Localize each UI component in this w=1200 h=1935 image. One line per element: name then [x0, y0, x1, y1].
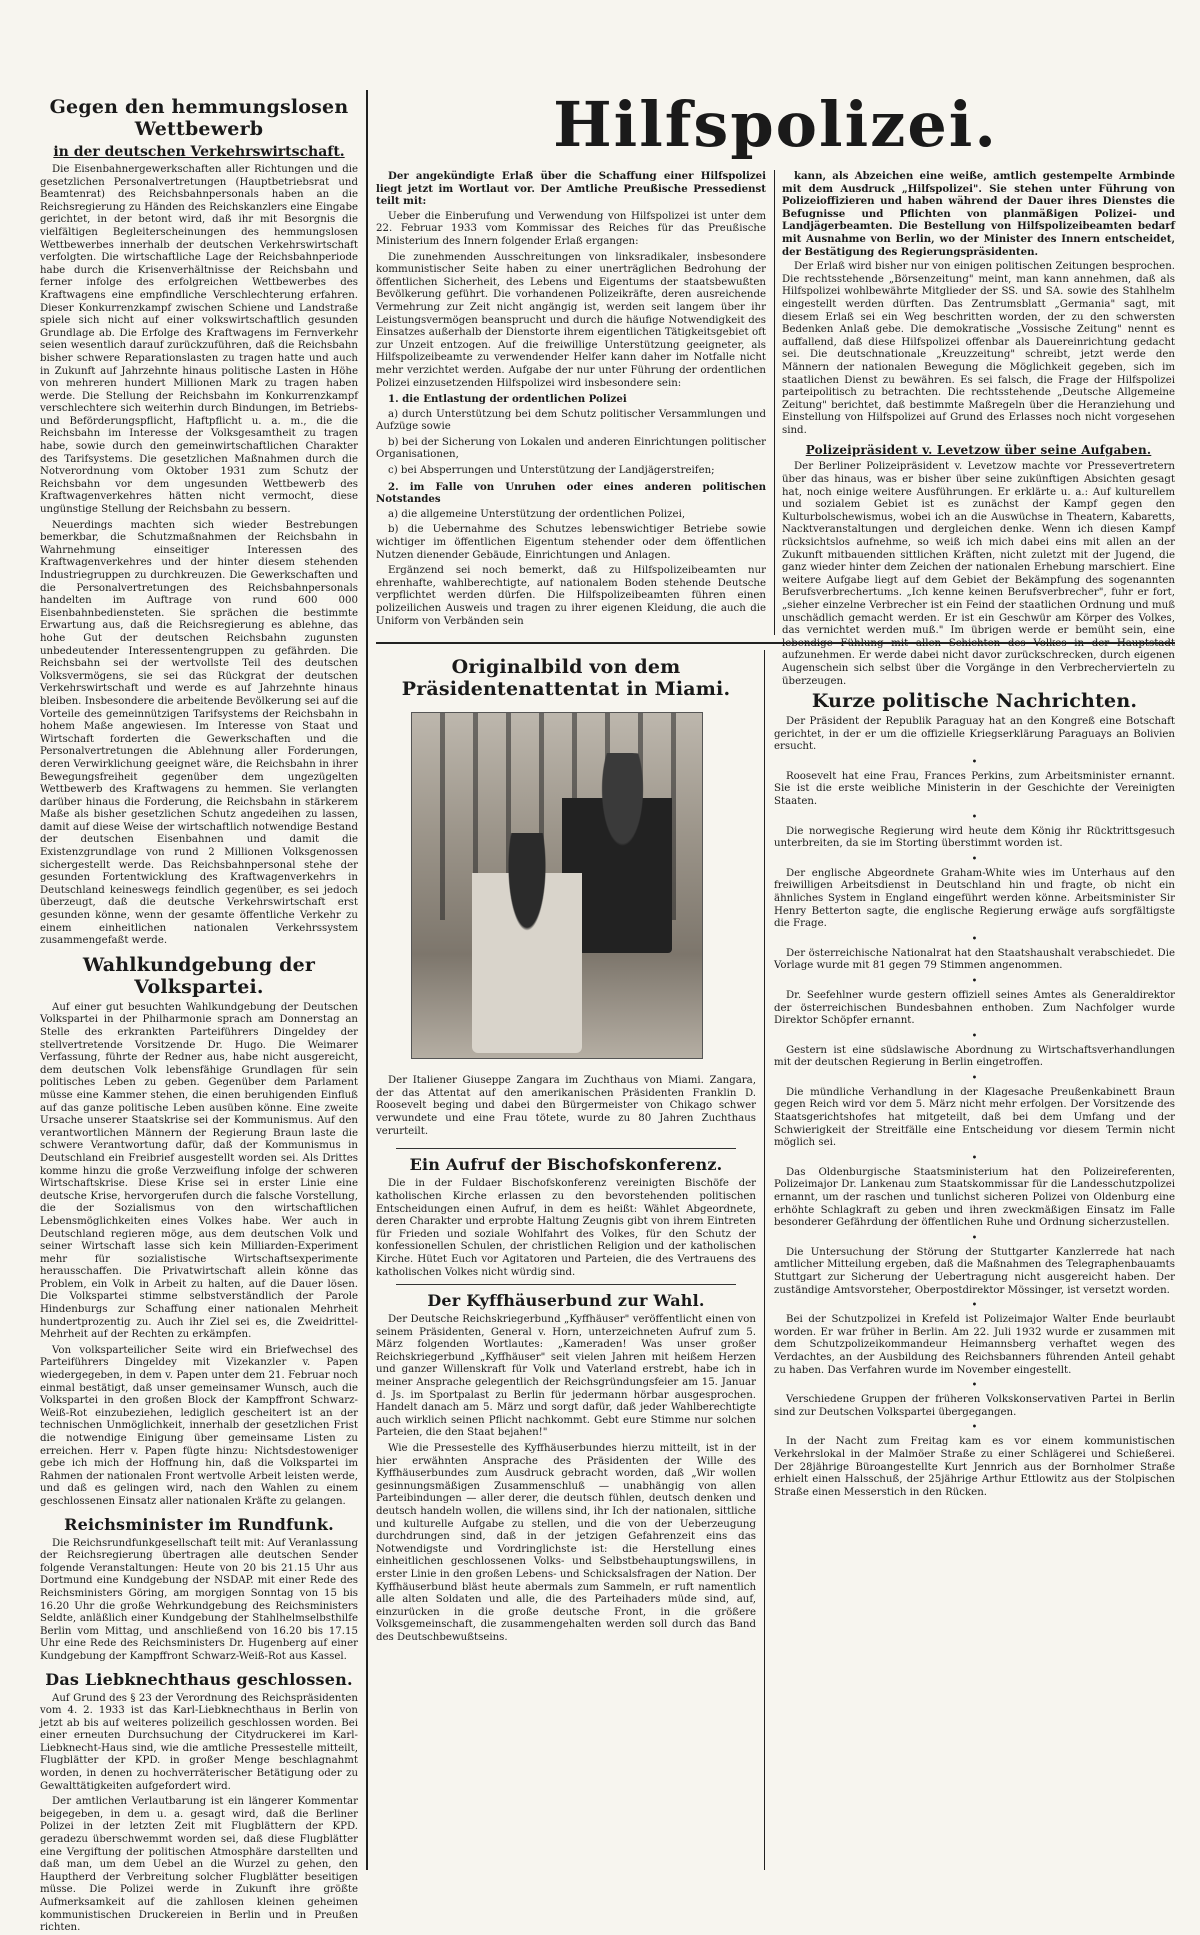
horizontal-rule [376, 642, 1175, 644]
article-paragraph: Der Erlaß wird bisher nur von einigen politischen Zeitungen besprochen. Die rechtsstehende „Börsenzeitung" meint, man kann annehmen, daß als Hilfspolizei wohlbewährte Mitglieder der SS. und SA. sowie des Stahlhelm eingestellt werden dürften. Das Zentrumsblatt „Germania" sagt, mit diesem Erlaß sei ein Weg beschritten worden, der zu den schwersten Bedenken Anlaß gebe. Die demokratische „Vossische Zeitung" nennt es auffallend, daß diese Hilfspolizei offenbar als Dauereinrichtung gedacht sei. Die deutschnationale „Kreuzzeitung" schreibt, jetzt werde den Männern der nationalen Bewegung die Möglichkeit gegeben, sich im staatlichen Dienst zu bewähren. Es sei falsch, die Frage der Hilfspolizei parteipolitisch zu betrachten. Die rechtsstehende „Deutsche Allgemeine Zeitung" berichtet, daß bestimmte Maßregeln über die Heranziehung und Einstellung von Hilfspolizei auf Grund des Erlasses noch nicht vorgesehen sind. [782, 261, 1175, 436]
newspaper-page [40, 88, 1175, 1934]
article-paragraph: Die zunehmenden Ausschreitungen von linksradikaler, insbesondere kommunistischer Seite haben zu einer unerträglichen Bedrohung der öffentlichen Sicherheit, des Lebens und Eigentums der staatsbewußten Bevölkerung geführt. Die vorhandenen Polizeikräfte, deren ausreichende Vermehrung zur Zeit nicht angängig ist, werden seit langem über ihr Leistungsvermögen beansprucht und durch die häufige Notwendigkeit des Einsatzes außerhalb der Dienstorte ihrem eigentlichen Tätigkeitsgebiet oft zur Unzeit entzogen. Auf die freiwillige Unterstützung geeigneter, als Hilfspolizeibeamte zu verwendender Helfer kann daher im Notfalle nicht mehr verzichtet werden. Aufgabe der nur unter Führung der ordentlichen Polizei einzusetzenden Hilfspolizei wird insbesondere sein: [376, 251, 766, 389]
article-paragraph: Der Deutsche Reichskriegerbund „Kyffhäuser" veröffentlicht einen von seinem Präsidenten, General v. Horn, unterzeichneten Aufruf zum 5. März folgenden Wortlautes: „Kameraden! Was unser großer Reichskriegerbund „Kyffhäuser" seit vielen Jahren mit heißem Herzen und ganzer Willenskraft für Volk und Vaterland erstrebt, habe ich in meiner Ansprache gelegentlich der Reichsgründungsfeier am 15. Januar d. Js. im Sportpalast zu Berlin für jedermann hörbar ausgesprochen. Handelt danach am 5. März und sorgt dafür, daß jeder Wahlberechtigte auch wirklich seinen Pflicht nachkommt. Gebt eure Stimme nur solchen Parteien, die den Staat bejahen!" [376, 1314, 756, 1439]
column-rule [764, 650, 765, 1870]
headline-kurze-nachrichten: Kurze politische Nachrichten. [811, 690, 1138, 712]
news-item: Der englische Abgeordnete Graham-White wies im Unterhaus auf den freiwilligen Arbeitsdienst in Deutschland hin und fragte, ob nicht ein ähnliches System in England eingeführt werden könne. Arbeitsminister Sir Henry Betterton sagte, die englische Regierung erwäge aufs sorgfältigste die Frage. [774, 867, 1175, 930]
list-item: c) bei Absperrungen und Unterstützung der Landjägerstreifen; [388, 465, 715, 477]
article-paragraph: Auf Grund des § 23 der Verordnung des Reichspräsidenten vom 4. 2. 1933 ist das Karl-Liebknechthaus in Berlin von jetzt ab bis auf weiteres polizeilich geschlossen worden. Bei einer erneuten Durchsuchung der Citydruckerei im Karl-Liebknecht-Haus sind, wie die amtliche Pressestelle mitteilt, Flugblätter der KPD. in großer Menge beschlagnahmt worden, in denen zu hochverräterischer Betätigung oder zu Gewalttätigkeiten aufgefordert wird. [40, 1692, 358, 1792]
news-list [774, 716, 1175, 1499]
news-item: Roosevelt hat eine Frau, Frances Perkins, zum Arbeitsminister ernannt. Sie ist die erste weibliche Ministerin in der Geschichte der Vereinigten Staaten. [774, 770, 1175, 807]
article-paragraph: Ergänzend sei noch bemerkt, daß zu Hilfspolizeibeamten nur ehrenhafte, wahlberechtigte, auf nationalem Boden stehende Deutsche verpflichtet werden dürfen. Die Hilfspolizeibeamten führen einen polizeilichen Ausweis und tragen zu ihrer eigenen Kleidung, die auch die Uniform von Verbänden sein [376, 565, 766, 627]
article-paragraph: Der angekündigte Erlaß über die Schaffung einer Hilfspolizei liegt jetzt im Wortlaut vor. Der Amtliche Preußische Pressedienst teilt mit: [376, 170, 766, 208]
attentat-caption-wrap [376, 1065, 756, 1648]
separator-dot: • [971, 756, 978, 768]
photo-caption: Der Italiener Giuseppe Zangara im Zuchthaus von Miami. Zangara, der das Attentat auf den amerikanischen Präsidenten Franklin D. Roosevelt beging und dabei den Bürgermeister von Chikago schwer verwundete und eine Frau tötete, wurde zu 80 Jahren Zuchthaus verurteilt. [376, 1075, 756, 1137]
list-item: 1. die Entlastung der ordentlichen Polizei [388, 393, 627, 406]
headline-liebknechthaus: Das Liebknechthaus geschlossen. [45, 1669, 353, 1689]
left-column [40, 90, 358, 1934]
subheadline-levetzow: Polizeipräsident v. Levetzow über seine Aufgaben. [805, 443, 1152, 458]
headline-bischofskonferenz: Ein Aufruf der Bischofskonferenz. [409, 1155, 723, 1175]
separator-dot: • [971, 853, 978, 865]
column-rule [774, 170, 775, 635]
headline-kyffhaeuserbund: Der Kyffhäuserbund zur Wahl. [427, 1291, 705, 1311]
list-item: a) durch Unterstützung bei dem Schutz politischer Versammlungen und Aufzüge sowie [376, 408, 766, 433]
photo-zangara [411, 712, 703, 1059]
list-item: b) bei der Sicherung von Lokalen und anderen Einrichtungen politischer Organisationen, [376, 436, 766, 461]
article-paragraph: Die in der Fuldaer Bischofskonferenz vereinigten Bischöfe der katholischen Kirche erlassen zu den bevorstehenden politischen Entscheidungen einen Aufruf, in dem es heißt: Wählet Abgeordnete, deren Charakter und erprobte Haltung Zeugnis gibt von ihrem Eintreten für Frieden und soziale Wohlfahrt des Volkes, für den Schutz der konfessionellen Schulen, der christlichen Religion und der katholischen Kirche. Hütet Euch vor Agitatoren und Parteien, die des Vertrauens des katholischen Volkes nicht würdig sind. [376, 1178, 756, 1278]
news-item: Bei der Schutzpolizei in Krefeld ist Polizeimajor Walter Ende beurlaubt worden. Er war früher in Berlin. Am 22. Juli 1932 wurde er zusammen mit dem Schutzpolizeikommandeur Heimannsberg verhaftet wegen des Verdachtes, an der Ausbildung des Reichsbanners führenden Anteil gehabt zu haben. Das Verfahren wurde im November eingestellt. [774, 1314, 1175, 1376]
article-paragraph: Ueber die Einberufung und Verwendung von Hilfspolizei ist unter dem 22. Februar 1933 vom Kommissar des Reiches für das Preußische Ministerium des Innern folgender Erlaß ergangen: [376, 210, 766, 247]
separator-dot: • [971, 811, 978, 823]
separator-dot: • [971, 1152, 978, 1164]
subheadline-wettbewerb: in der deutschen Verkehrswirtschaft. [53, 144, 345, 160]
article-paragraph: Der amtlichen Verlautbarung ist ein längerer Kommentar beigegeben, in dem u. a. gesagt wird, daß die Berliner Polizei in der letzten Zeit mit Flugblättern der KPD. geradezu überschwemmt worden sei, daß diese Flugblätter eine Vergiftung der politischen Atmosphäre darstellten und daß man, um dem Uebel an die Wurzel zu gehen, den Hauptherd der Verbreitung solcher Flugblätter beseitigen müsse. Die Polizei werde in Zukunft ihre größte Aufmerksamkeit auf die zahllosen kleinen geheimen kommunistischen Druckereien in Berlin und in Preußen richten. [40, 1796, 358, 1934]
headline-rundfunk: Reichsminister im Rundfunk. [64, 1514, 334, 1534]
article-paragraph: kann, als Abzeichen eine weiße, amtlich gestempelte Armbinde mit dem Ausdruck „Hilfspolizei". Sie stehen unter Führung von Polizeioffizieren und haben während der Dauer ihres Dienstes die Befugnisse und Pflichten von planmäßigen Polizei- und Landjägerbeamten. Die Bestellung von Hilfspolizeibeamten bedarf mit Ausnahme von Berlin, wo der Minister des Innern entscheidet, der Bestätigung des Regierungspräsidenten. [782, 170, 1175, 258]
list-item: b) die Uebernahme des Schutzes lebenswichtiger Betriebe sowie wichtiger im öffentlichen Eigentum stehender oder dem öffentlichen Nutzen dienender Gebäude, Einrichtungen und Anlagen. [376, 524, 766, 561]
separator-dot: • [971, 1380, 978, 1392]
separator-dot: • [971, 975, 978, 987]
news-item: Die Untersuchung der Störung der Stuttgarter Kanzlerrede hat nach amtlicher Mitteilung ergeben, daß die Maßnahmen des Telegraphenbauamts Stuttgart zur Sicherung der Uebertragung nicht ausgereicht haben. Der zuständige Amtsvorsteher, Oberpostdirektor Mössinger, ist versetzt worden. [774, 1246, 1175, 1296]
article-paragraph: Die Eisenbahnergewerkschaften aller Richtungen und die gesetzlichen Personalvertretungen (Hauptbetriebsrat und Beamtenrat) des Reichsbahnpersonals haben an die Reichsregierung zu Händen des Reichskanzlers eine Eingabe gerichtet, in der betont wird, daß ihr mit Besorgnis die vielfältigen Begleiterscheinungen des hemmungslosen Wettbewerbes innerhalb der deutschen Verkehrswirtschaft verfolgten. Die wirtschaftliche Lage der Reichsbahnperiode habe durch die Krisenverhältnisse der Reichsbahn und ferner infolge des erfolgreichen Wettbewerbes des Kraftwagens eine empfindliche Verschlechterung erfahren. Dieser Konkurrenzkampf zwischen Schiene und Landstraße spiele sich nicht auf einer volkswirtschaftlich gesunden Grundlage ab. Die Erfolge des Kraftwagens im Fernverkehr seien wesentlich darauf zurückzuführen, daß die Reichsbahn bisher schwere Reparationslasten zu tragen hatte und auch in Zukunft auf Jahrzehnte hinaus politische Lasten in Höhe von mehreren hundert Millionen Mark zu tragen haben werde. Die Stellung der Reichsbahn im Konkurrenzkampf verschlechtere sich weiterhin durch Bindungen, im Betriebs- und Beförderungspflicht, Haftpflicht u. a. m., die die Reichsbahn im Interesse der Volksgesamtheit zu tragen habe, sowie durch den gemeinwirtschaftlichen Charakter des Tarifsystems. Die gesetzlichen Maßnahmen durch die Notverordnung vom Oktober 1931 zum Schutz der Reichsbahn vor dem ungesunden Wettbewerb des Kraftwagenverkehres hätten nicht vermocht, diese ungünstige Stellung der Reichsbahn zu bessern. [40, 164, 358, 516]
news-item: Gestern ist eine südslawische Abordnung zu Wirtschaftsverhandlungen mit der deutschen Regierung in Berlin eingetroffen. [774, 1044, 1175, 1069]
separator-dot: • [971, 933, 978, 945]
news-item: Dr. Seefehlner wurde gestern offiziell seines Amtes als Generaldirektor der österreichischen Bundesbahnen enthoben. Zum Nachfolger wurde Direktor Schöpfer ernannt. [774, 989, 1175, 1027]
news-item: Der österreichische Nationalrat hat den Staatshaushalt verabschiedet. Die Vorlage wurde mit 81 gegen 79 Stimmen angenommen. [774, 947, 1175, 972]
headline-wahlkundgebung: Wahlkundgebung der Volkspartei. [82, 953, 316, 998]
separator-dot: • [971, 1300, 978, 1312]
article-paragraph: Die Reichsrundfunkgesellschaft teilt mit: Auf Veranlassung der Reichsregierung übertragen alle deutschen Sender folgende Veranstaltungen: Heute von 20 bis 21.15 Uhr aus Dortmund eine Kundgebung der NSDAP. mit einer Rede des Reichsministers Göring, am morgigen Sonntag von 15 bis 16.20 Uhr die große Wehrkundgebung des Reichsministers Seldte, anläßlich einer Kundgebung der Stahlhelmselbsthilfe Berlin vom Mittag, und anschließend von 16.20 bis 17.15 Uhr eine Rede des Reichsministers Dr. Hugenberg auf einer Kundgebung der Kampffront Schwarz-Weiß-Rot aus Kassel. [40, 1537, 358, 1662]
horizontal-rule [396, 1148, 736, 1149]
news-item: Das Oldenburgische Staatsministerium hat den Polizeireferenten, Polizeimajor Dr. Lankenau zum Staatskommissar für die Landesschutzpolizei ernannt, um der raschen und tunlichst sicheren Polizei von Oldenburg eine erhöhte Schlagkraft zu geben und ihren zweckmäßigen Einsatz im Falle besonderer Gefährdung der öffentlichen Ruhe und Ordnung sicherzustellen. [774, 1166, 1175, 1229]
hilfspolizei-col-a [376, 170, 766, 635]
separator-dot: • [971, 1072, 978, 1084]
headline-wettbewerb: Gegen den hemmungslosen Wettbewerb [49, 96, 349, 140]
list-item: a) die allgemeine Unterstützung der ordentlichen Polizei, [388, 508, 686, 520]
headline-hilfspolizei: Hilfspolizei. [553, 88, 998, 161]
article-paragraph: Der Berliner Polizeipräsident v. Levetzow machte vor Pressevertretern über das hinaus, was er bisher über seine zukünftigen Absichten gesagt hat, noch einige weitere Ausführungen. Er erklärte u. a.: Auf kulturellem und sozialem Gebiet ist es zunächst der Kampf gegen den Kulturbolschewismus, wobei ich an die Auswüchse in Theatern, Kabaretts, Nacktveranstaltungen und dergleichen denke. Wenn ich diesen Kampf rücksichtslos aufnehme, so weiß ich mich dabei eins mit allen an der Zukunft mitbauenden sittlichen Kräften, nicht zuletzt mit der Jugend, die ganz wieder hinter dem Zeichen der nationalen Erhebung marschiert. Eine weitere Aufgabe liegt auf dem Gebiet der Bekämpfung des sogenannten Berufsverbrechertums. „Ich kenne keinen Berufsverbrecher", fuhr er fort, „sieher einzelne Verbrecher ist ein Feind der staatlichen Ordnung und muß unschädlich gemacht werden. Er ist ein Geschwür am Körper des Volkes, das vernichtet werden muß." Im übrigen werde er bemüht sein, eine aufzunehmen. Er werde dabei nicht davor zurückschrecken, durch eigenen Augenschein sich selbst über die Vorgänge in den Verbrechervierteln zu überzeugen. [782, 461, 1175, 687]
article-paragraph: Wie die Pressestelle des Kyffhäuserbundes hierzu mitteilt, ist in der hier erwähnten Ansprache des Präsidenten der Wille des Kyffhäuserbundes zum Ausdruck gebracht worden, daß „Wir wollen gesinnungsmäßigen Zusammenschluß — unabhängig von allen Parteibindungen — aller derer, die deutsch fühlen, deutsch denken und deutsch handeln wollen, die willens sind, ihr Ich der nationalen, sittliche und kulturelle Aufgabe zu stellen, und die von der Ueberzeugung durchdrungen sind, daß in der jetzigen Gefahrenzeit eins das Notwendigste und Vordringlichste ist: die Herstellung eines einheitlichen geschlossenen Volks- und Selbstbehauptungswillens, in erster Linie in den großen Lebens- und Schicksalsfragen der Nation. Der Kyffhäuserbund bläst heute abermals zum Sammeln, er ruft namentlich alle alten Soldaten und alle, die des Parteihaders müde sind, auf, einzurücken in die große deutsche Front, in die größere Volksgemeinschaft, die zusammengehalten werden soll durch das Band des Deutschbewußtseins. [376, 1443, 756, 1643]
news-item: Die mündliche Verhandlung in der Klagesache Preußenkabinett Braun gegen Reich wird vor dem 5. März nicht mehr erfolgen. Der Vorsitzende des Staatsgerichtshofes hat mitgeteilt, daß bei dem Umfang und der Schwierigkeit der Streitfälle eine Entscheidung vor diesem Termin nicht möglich sei. [774, 1086, 1175, 1149]
separator-dot: • [971, 1030, 978, 1042]
list-item: 2. im Falle von Unruhen oder eines anderen politischen Notstandes [376, 480, 766, 506]
headline-attentat: Originalbild von dem Präsidentenattentat in Miami. [401, 656, 731, 700]
article-paragraph: Von volksparteilicher Seite wird ein Briefwechsel des Parteiführers Dingeldey mit Vizekanzler v. Papen wiedergegeben, in dem v. Papen unter dem 21. Februar noch einmal bestätigt, daß unser gemeinsamer Wunsch, auch die Volkspartei in den großen Block der Kampffront Schwarz-Weiß-Rot einzubeziehen, lediglich gescheitert ist an der technischen Unmöglichkeit, innerhalb der gesetzlichen Frist die notwendige Einigung über gemeinsame Listen zu erreichen. Herr v. Papen fügte hinzu: Nichtsdestoweniger gebe ich mich der Hoffnung hin, daß die Volkspartei im Rahmen der nationalen Front wertvolle Arbeit leisten werde, und daß es gelingen wird, nach den Wahlen zu einem geschlossenen Einsatz aller nationalen Kräfte zu gelangen. [40, 1344, 358, 1507]
news-item: Die norwegische Regierung wird heute dem König ihr Rücktrittsgesuch unterbreiten, da sie im Storting überstimmt worden ist. [774, 825, 1175, 850]
right-column [774, 650, 1175, 1870]
news-item: Der Präsident der Republik Paraguay hat an den Kongreß eine Botschaft gerichtet, in der er um die offizielle Kriegserklärung Paraguays an Bolivien ersucht. [774, 716, 1175, 753]
separator-dot: • [971, 1232, 978, 1244]
column-rule [366, 90, 368, 1870]
prisoner-figure-image [472, 833, 582, 1053]
hilfspolizei-col-b [782, 170, 1175, 687]
news-item: Verschiedene Gruppen der früheren Volkskonservativen Partei in Berlin sind zur Deutschen Volkspartei übergegangen. [774, 1394, 1175, 1418]
middle-column [376, 650, 756, 1870]
horizontal-rule [396, 1284, 736, 1285]
article-paragraph: Auf einer gut besuchten Wahlkundgebung der Deutschen Volkspartei in der Philharmonie sprach am Donnerstag an Stelle des erkrankten Parteiführers Dingeldey der stellvertretende Vorsitzende Dr. Hugo. Die Weimarer Verfassung, führte der Redner aus, habe nicht ausgereicht, dem deutschen Volk lebensfähige Grundlagen für sein politisches Leben zu geben. Gegenüber dem Parlament müsse eine Kammer stehen, die einen beruhigenden Einfluß auf das ganze politische Leben ausüben könne. Eine zweite Ursache unserer Staatskrise sei der Kommunismus. Auf den verantwortlichen Männern der Regierung Braun laste die schwere Verantwortung dafür, daß der Kommunismus in Deutschland ein Freibrief ausgestellt worden sei. Als Drittes komme hinzu die große Verzweiflung infolge der schweren Wirtschaftskrise. Diese Krise sei in erster Linie eine deutsche Krise, hervorgerufen durch die falsche Vorstellung, die der Sozialismus von den wirtschaftlichen Lebensmöglichkeiten eines Volkes habe. Wer auch in Deutschland regieren möge, aus dem deutschen Volk und seiner Wirtschaft lasse sich kein Milliarden-Experiment mehr für sozialistische Wirtschaftsexperimente herausschaffen. Die Privatwirtschaft allein könne das Problem, ein Volk in Arbeit zu halten, auf die Dauer lösen. Die Volkspartei stimme selbstverständlich der Parole Hindenburgs zur Schaffung einer nationalen Mehrheit hundertprozentig zu. Auch ihr Ziel sei es, die Zweidrittel-Mehrheit auf der Rechten zu erkämpfen. [40, 1001, 358, 1341]
separator-dot: • [971, 1422, 978, 1434]
article-paragraph: Neuerdings machten sich wieder Bestrebungen bemerkbar, die Schutzmaßnahmen der Reichsbahn in Wahrnehmung einseitiger Interessen des Kraftwagenverkehres und der hinter diesem stehenden Industriegruppen zu durchkreuzen. Die Gewerkschaften und die Personalvertretungen des Reichsbahnpersonals handelten im Auftrage von rund 600 000 Eisenbahnbediensteten. Sie sprächen die bestimmte Erwartung aus, daß die Reichsregierung es ablehne, das hohe Gut der deutschen Reichsbahn zugunsten unbedeutender Interessentengruppen zu gefährden. Die Reichsbahn sei der wertvollste Teil des deutschen Volksvermögens, sie sei das Rückgrat der deutschen Verkehrswirtschaft und werde es auf Jahrzehnte hinaus bleiben. Insbesondere die arbeitende Bevölkerung sei auf die Vorteile des gemeinnützigen Tarifsystems der Reichsbahn in hohem Maße angewiesen. Im Interesse von Staat und Wirtschaft forderten die Gewerkschaften und die Personalvertretungen die Ablehnung aller Forderungen, deren Verwirklichung geeignet wäre, die Reichsbahn in ihrer Bewegungsfreiheit gegenüber dem ungezügelten Wettbewerb des Kraftwagens zu hemmen. Sie verlangten darüber hinaus die Forderung, die Reichsbahn in stärkerem Maße als bisher gesetzlichen Schutz angedeihen zu lassen, damit auf diese Weise der wirtschaftlich notwendige Bestand der deutschen Eisenbahnen und damit die Existenzgrundlage von rund 2 Millionen Volksgenossen sichergestellt werde. Das Reichsbahnpersonal stehe der gesunden Fortentwicklung des Kraftwagenverkehrs in Deutschland keineswegs feindlich gegenüber, es sei jedoch überzeugt, daß die deutsche Verkehrswirtschaft erst gesunden könne, wenn der gesamte öffentliche Verkehr zu einem einheitlichen nationalen Verkehrssystem zusammengefaßt werde. [40, 519, 358, 947]
news-item: In der Nacht zum Freitag kam es vor einem kommunistischen Verkehrslokal in der Malmöer Straße zu einer Schlägerei und Schießerei. Der 28jährige Büroangestellte Kurt Jennrich aus der Bornholmer Straße erhielt einen Halsschuß, der 25jährige Arthur Ettlowitz aus der Stolpischen Straße einen Messerstich in den Rücken. [774, 1436, 1175, 1498]
